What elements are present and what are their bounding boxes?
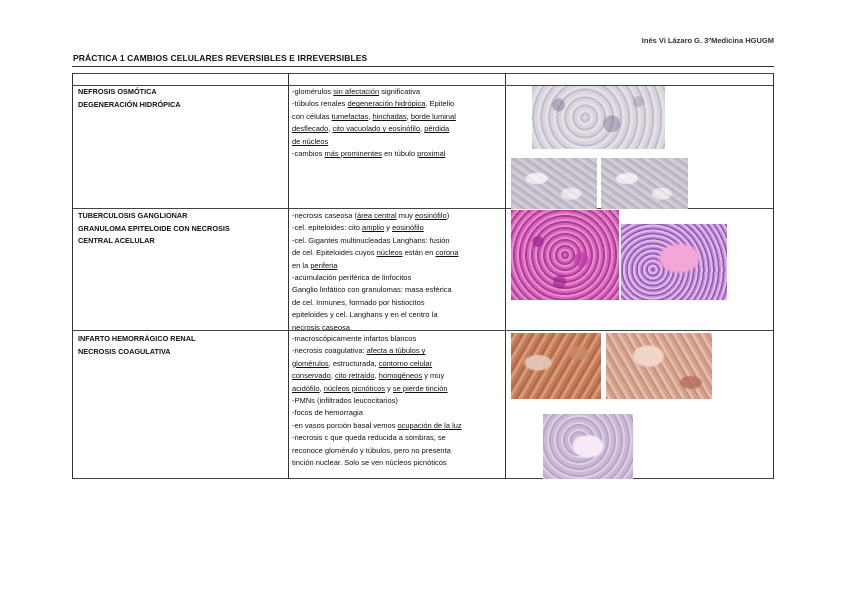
table-left-border: [72, 73, 73, 479]
desc-line: -cel. epiteloides: cito amplio y eosinófilo: [292, 223, 424, 233]
row-title-line: NEFROSIS OSMÓTICA: [78, 87, 157, 96]
desc-line: glomérulos, estructurada, contorno celular: [292, 358, 433, 368]
desc-line: con células tumefactas, hinchadas, borde luminal: [292, 111, 456, 121]
column-divider-1: [288, 73, 289, 479]
row-3-description: [292, 333, 504, 469]
micrograph-granuloma-langhans-icon: [621, 224, 727, 300]
column-divider-2: [505, 73, 506, 479]
desc-line: acidófilo, núcleos picnóticos y se pierde tinción: [292, 383, 448, 393]
desc-line: -cel. Gigantes multinucleadas Langhans: fusión: [292, 235, 450, 245]
desc-line: -en vasos porción basal vemos ocupación de la luz: [292, 420, 462, 430]
desc-line: en la periferia: [292, 260, 338, 270]
desc-line: -macroscópicamente infartos blancos: [292, 334, 417, 343]
micrograph-infarct-3-icon: [543, 414, 633, 479]
micrograph-kidney-low-icon: [511, 158, 597, 209]
desc-line: -PMNs (infiltrados leucocitarios): [292, 396, 398, 406]
row-title-line: INFARTO HEMORRÁGICO RENAL: [78, 334, 196, 343]
row-2-description: [292, 210, 504, 334]
desc-line: -cambios más prominentes en túbulo proximal: [292, 149, 446, 159]
desc-line: -necrosis caseosa (área central muy eosinófilo): [292, 211, 450, 220]
micrograph-infarct-1-icon: [511, 333, 601, 399]
desc-line: epiteloides y cel. Langhans y en el centro la: [292, 310, 438, 320]
desc-line: necrosis caseosa: [292, 322, 350, 332]
table-top-border: [72, 73, 774, 74]
desc-line: -necrosis coagulativa: afecta a túbulos y: [292, 346, 426, 356]
row-title-2: [78, 210, 278, 248]
desc-line: reconoce glomérulo y túbulos, pero no presenta: [292, 445, 451, 455]
desc-line: de cel. Epiteloides cuyos núcleos están en corona: [292, 248, 459, 258]
title-rule: [72, 66, 774, 67]
desc-line: desflecado, cito vacuolado y eosinófilo, pérdida: [292, 124, 450, 134]
row-title-line: CENTRAL ACELULAR: [78, 236, 155, 245]
row-title-1: [78, 86, 278, 111]
row-title-3: [78, 333, 278, 358]
desc-line: de núcleos: [292, 136, 329, 146]
desc-line: -focos de hemorragia: [292, 408, 363, 418]
row-title-line: DEGENERACIÓN HIDRÓPICA: [78, 99, 181, 109]
table-bottom-border: [72, 478, 774, 479]
micrograph-kidney-high-icon: [601, 158, 688, 209]
row-title-line: NECROSIS COAGULATIVA: [78, 346, 171, 356]
micrograph-kidney-tubules-icon: [532, 86, 665, 149]
desc-line: -túbulos renales degeneración hidrópica. Epitelio: [292, 99, 455, 109]
micrograph-infarct-2-icon: [606, 333, 712, 399]
desc-line: de cel. Inmunes, formado por histiocitos: [292, 297, 425, 307]
row-1-description: [292, 86, 504, 160]
table-right-border: [773, 73, 774, 479]
row-title-line: GRANULOMA EPITELOIDE CON NECROSIS: [78, 223, 230, 233]
desc-line: Ganglio linfático con granulomas: masa esférica: [292, 285, 452, 295]
desc-line: -glomérulos sin afectación significativa: [292, 87, 420, 96]
desc-line: conservado, cito retraído, homogéneos y muy: [292, 371, 445, 381]
desc-line: -necrosis c que queda reducida a sombras, se: [292, 433, 446, 443]
micrograph-granuloma-he-icon: [511, 210, 619, 300]
row-title-line: TUBERCULOSIS GANGLIONAR: [78, 211, 188, 220]
desc-line: -acumulación periférica de linfocitos: [292, 273, 412, 283]
author-line: Inés Vi Lázaro G. 3ºMedicina HGUGM: [641, 36, 774, 45]
desc-line: tinción nuclear. Solo se ven núcleos picnóticos: [292, 458, 447, 468]
page-title: PRÁCTICA 1 CAMBIOS CELULARES REVERSIBLES E IRREVERSIBLES: [73, 53, 368, 63]
